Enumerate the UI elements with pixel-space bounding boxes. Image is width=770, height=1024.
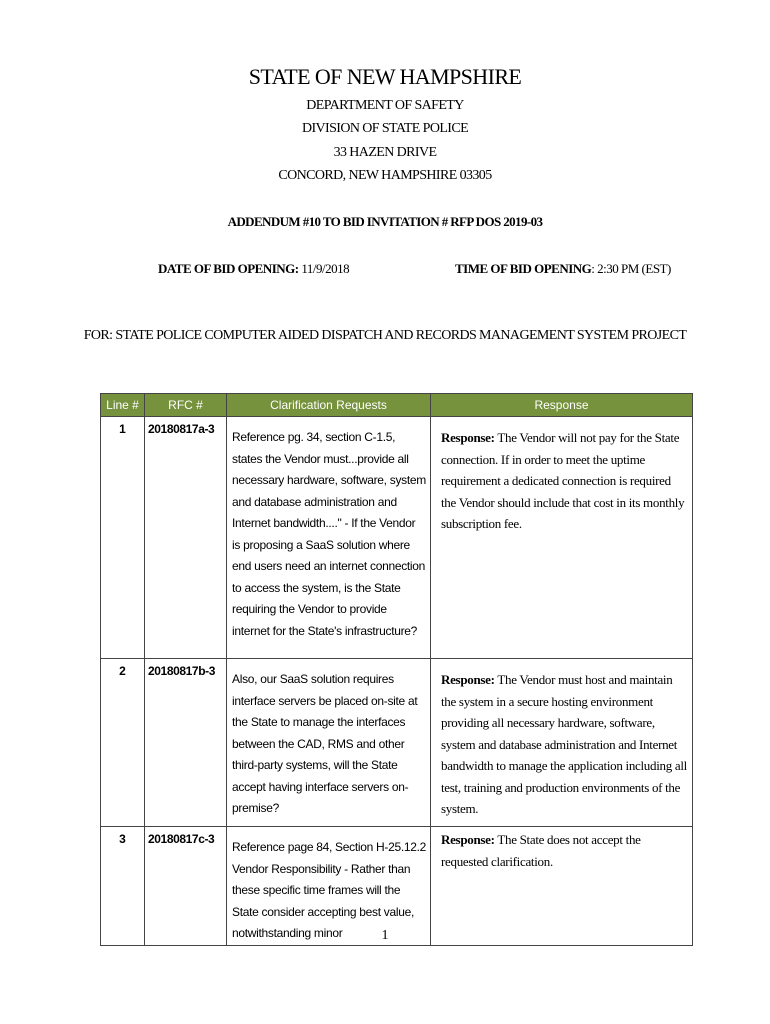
header-rfc-number: RFC # xyxy=(145,394,227,417)
response-text: The Vendor will not pay for the State connection. If in order to meet the uptime requirement a dedicated connection is required the Vendor should include that cost in its monthly subscription fee. xyxy=(441,430,685,531)
date-label: DATE OF BID OPENING: xyxy=(158,261,299,276)
header-line-number: Line # xyxy=(101,394,145,417)
date-value: 11/9/2018 xyxy=(298,261,350,276)
line-cell xyxy=(101,417,145,659)
rfc-cell xyxy=(145,659,227,827)
time-label: TIME OF BID OPENING xyxy=(455,261,592,276)
address-line: 33 HAZEN DRIVE xyxy=(333,145,437,160)
rfc-number: 20180817a-3 xyxy=(148,422,215,436)
table-row xyxy=(101,659,693,827)
line-number: 2 xyxy=(119,664,126,678)
line-cell xyxy=(101,659,145,827)
header-response: Response xyxy=(431,394,693,417)
request-cell xyxy=(227,659,431,827)
response-label: Response: xyxy=(441,430,495,445)
response-cell xyxy=(431,417,693,659)
bid-opening-date xyxy=(158,261,349,277)
department-line: DEPARTMENT OF SAFETY xyxy=(306,98,464,113)
table-row xyxy=(101,417,693,659)
project-line: FOR: STATE POLICE COMPUTER AIDED DISPATCH AND RECORDS MANAGEMENT SYSTEM PROJECT xyxy=(83,328,687,343)
line-number: 1 xyxy=(119,422,126,436)
rfc-number: 20180817c-3 xyxy=(148,832,215,846)
bid-opening-time xyxy=(455,261,671,277)
line-number: 3 xyxy=(119,832,126,846)
rfc-number: 20180817b-3 xyxy=(148,664,215,678)
request-cell xyxy=(227,417,431,659)
document-title: STATE OF NEW HAMPSHIRE xyxy=(248,64,522,89)
response-label: Response: xyxy=(441,832,495,847)
time-value: : 2:30 PM (EST) xyxy=(591,261,671,276)
table-header-row xyxy=(101,394,693,417)
header-clarification-requests: Clarification Requests xyxy=(227,394,431,417)
response-text: The State does not accept the requested clarification. xyxy=(441,832,641,869)
addendum-heading: ADDENDUM #10 TO BID INVITATION # RFP DOS 2019-03 xyxy=(227,214,543,229)
request-text: Reference page 84, Section H-25.12.2 Vendor Responsibility - Rather than these specific time frames will the State consider accepting best value, notwithstanding minor xyxy=(232,840,427,940)
response-text: The Vendor must host and maintain the system in a secure hosting environment providing all necessary hardware, software, system and database administration and Internet bandwidth to manage the application including all test, training and production environments of the system. xyxy=(441,672,687,816)
city-line: CONCORD, NEW HAMPSHIRE 03305 xyxy=(278,168,492,183)
division-line: DIVISION OF STATE POLICE xyxy=(301,121,469,136)
rfc-cell xyxy=(145,417,227,659)
request-text: Reference pg. 34, section C-1.5, states the Vendor must...provide all necessary hardware, software, system and database administration and Internet bandwidth...." - If the Vendor is proposing a SaaS solution where end users need an internet connection to access the system, is the State requiring the Vendor to provide internet for the State's infrastructure? xyxy=(232,430,426,638)
page-number: 1 xyxy=(381,928,389,943)
response-label: Response: xyxy=(441,672,495,687)
request-text: Also, our SaaS solution requires interface servers be placed on-site at the State to manage the interfaces between the CAD, RMS and other third-party systems, will the State accept having interface servers on-premise? xyxy=(232,672,418,815)
response-cell xyxy=(431,659,693,827)
clarification-table xyxy=(100,393,693,946)
